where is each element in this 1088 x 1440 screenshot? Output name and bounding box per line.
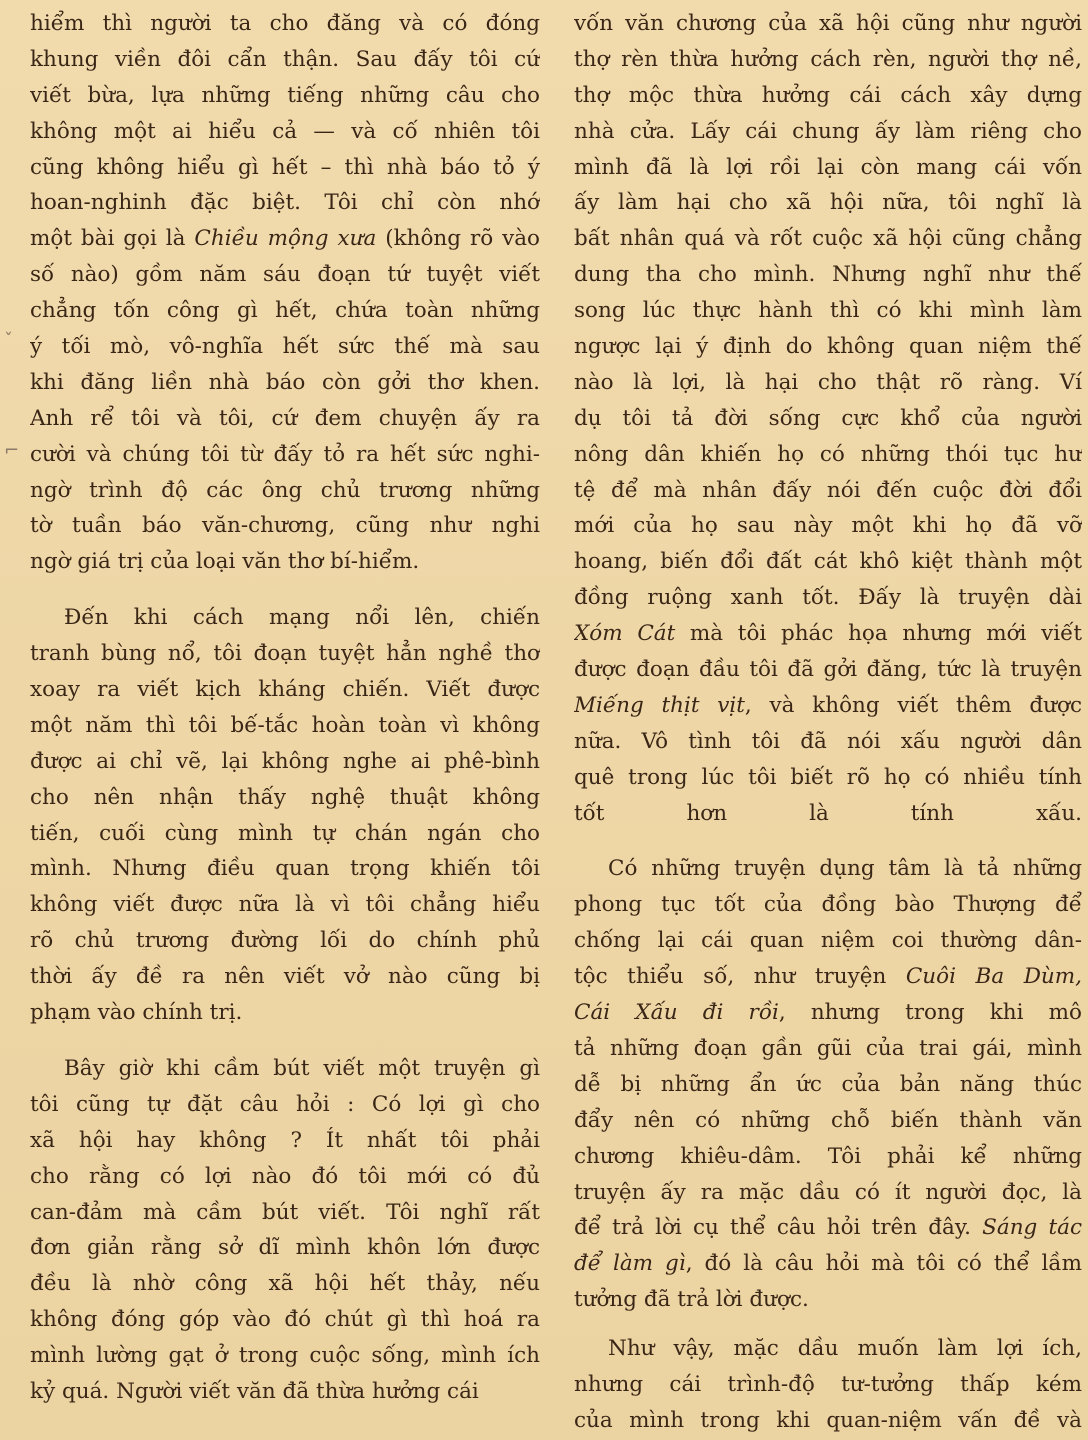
text-line: rõ chủ trương đường lối do chính phủ: [30, 928, 540, 954]
italic-title: Xóm Cát: [574, 621, 676, 647]
text-line: truyện ấy ra mặc dầu có ít người đọc, là: [574, 1179, 1082, 1205]
text-line: chương khiêu-dâm. Tôi phải kể những: [574, 1143, 1082, 1169]
text-line: quê trong lúc tôi biết rõ họ có nhiều tính: [574, 764, 1082, 790]
text-line: xã hội hay không ? Ít nhất tôi phải: [30, 1127, 540, 1153]
paragraph: [574, 1331, 1082, 1439]
text-line: tốt hơn là tính xấu.: [574, 800, 1082, 826]
text-line: [574, 1210, 1082, 1246]
italic-title: Miếng thịt vịt: [574, 692, 745, 718]
text-line: ý tối mò, vô-nghĩa hết sức thế mà sau: [30, 334, 540, 360]
text-line: một năm thì tôi bế-tắc hoàn toàn vì không: [30, 712, 540, 738]
text-line: thợ mộc thừa hưởng cái cách xây dựng: [574, 82, 1082, 108]
text-line: nhà cửa. Lấy cái chung ấy làm riêng cho: [574, 118, 1082, 144]
text-line: cho rằng có lợi nào đó tôi mới có đủ: [30, 1163, 540, 1189]
italic-title: Cái Xấu đi rồi: [574, 1000, 779, 1026]
text-line: can-đảm mà cầm bút viết. Tôi nghĩ rất: [30, 1199, 540, 1225]
text-line: tưởng đã trả lời được.: [574, 1287, 809, 1313]
text-line: đồng ruộng xanh tốt. Đấy là truyện dài: [574, 585, 1082, 611]
text-line: bất nhân quá và rốt cuộc xã hội cũng chẳng: [574, 226, 1082, 252]
text-line: tranh bùng nổ, tôi đoạn tuyệt hẳn nghề thơ: [30, 641, 540, 667]
text-line: mình đã là lợi rồi lại còn mang cái vốn: [574, 154, 1082, 180]
italic-title: Cuôi Ba Dùm,: [905, 964, 1082, 990]
text-line: không một ai hiểu cả — và cố nhiên tôi: [30, 118, 540, 144]
text-line: tờ tuần báo văn-chương, cũng như nghi: [30, 513, 540, 539]
paragraph: [30, 600, 540, 1031]
text-segment: một bài gọi là: [30, 226, 195, 252]
italic-title: Chiều mộng xưa: [194, 226, 377, 252]
text-line: khi đăng liền nhà báo còn gởi thơ khen.: [30, 369, 540, 395]
margin-mark: ˇ: [4, 330, 13, 351]
text-line: hoan-nghinh đặc biệt. Tôi chỉ còn nhớ: [30, 190, 540, 216]
text-line: Như vậy, mặc dầu muốn làm lợi ích,: [608, 1336, 1082, 1362]
text-line: của mình trong khi quan-niệm vấn đề và: [574, 1407, 1082, 1433]
text-line: nông dân khiến họ có những thói tục hư: [574, 441, 1082, 467]
text-line: nữa. Vô tình tôi đã nói xấu người dân: [574, 728, 1082, 754]
text-line: [574, 688, 1082, 724]
text-line: Có những truyện dụng tâm là tả những: [608, 856, 1082, 882]
text-line: vốn văn chương của xã hội cũng như người: [574, 11, 1082, 36]
text-line: nhưng cái trình-độ tư-tưởng thấp kém: [574, 1371, 1082, 1397]
text-segment: , và không viết thêm được: [744, 692, 1082, 718]
paragraph: [30, 6, 540, 580]
paragraph: [574, 851, 1082, 1318]
text-line: không đóng góp vào đó chút gì thì hoá ra: [30, 1307, 540, 1333]
text-line: song lúc thực hành thì có khi mình làm: [574, 298, 1082, 324]
text-line: mình. Nhưng điều quan trọng khiến tôi: [30, 856, 540, 882]
text-line: [574, 959, 1082, 995]
margin-mark: ⌐: [4, 440, 20, 461]
text-line: nào là lợi, là hại cho thật rõ ràng. Ví: [574, 369, 1082, 395]
text-line: phạm vào chính trị.: [30, 1000, 243, 1026]
text-line: [574, 1246, 1082, 1282]
text-line: viết bừa, lựa những tiếng những câu cho: [30, 82, 540, 108]
left-column: [30, 6, 540, 1410]
text-line: hiểm thì người ta cho đăng và có đóng: [30, 11, 540, 36]
text-line: tả những đoạn gần gũi của trai gái, mình: [574, 1035, 1082, 1061]
paragraph: [574, 6, 1082, 831]
text-line: cũng không hiểu gì hết – thì nhà báo tỏ ý: [30, 154, 540, 180]
text-line: Đến khi cách mạng nổi lên, chiến: [64, 605, 540, 631]
text-segment: mà tôi phác họa nhưng mới viết: [675, 621, 1082, 647]
text-line: Anh rể tôi và tôi, cứ đem chuyện ấy ra: [30, 405, 540, 431]
text-line: đơn giản rằng sở dĩ mình khôn lớn được: [30, 1235, 540, 1261]
text-line: Bây giờ khi cầm bút viết một truyện gì: [64, 1055, 540, 1081]
text-segment: , đó là câu hỏi mà tôi có thể lầm: [685, 1251, 1082, 1277]
text-line: dung tha cho mình. Nhưng nghĩ như thế: [574, 262, 1082, 288]
right-column: [574, 6, 1082, 1439]
text-line: được đoạn đầu tôi đã gởi đăng, tức là truyện: [574, 657, 1082, 683]
text-line: ngờ trình độ các ông chủ trương những: [30, 477, 540, 503]
text-line: thời ấy đề ra nên viết vở nào cũng bị: [30, 964, 540, 990]
italic-title: Sáng tác: [982, 1215, 1082, 1241]
text-line: ấy làm hại cho xã hội nữa, tôi nghĩ là: [574, 190, 1082, 216]
text-line: mới của họ sau này một khi họ đã vỡ: [574, 513, 1082, 539]
text-line: [30, 221, 540, 257]
text-line: [574, 616, 1082, 652]
text-segment: , nhưng trong khi mô: [778, 1000, 1082, 1026]
text-line: số nào) gồm năm sáu đoạn tứ tuyệt viết: [30, 262, 540, 288]
text-line: ngờ giá trị của loại văn thơ bí-hiểm.: [30, 549, 420, 575]
text-line: không viết được nữa là vì tôi chẳng hiểu: [30, 892, 540, 918]
text-line: đều là nhờ công xã hội hết thảy, nếu: [30, 1271, 540, 1297]
text-segment: để trả lời cụ thể câu hỏi trên đây.: [574, 1215, 983, 1241]
text-line: ngược lại ý định do không quan niệm thế: [574, 334, 1082, 360]
italic-title: để làm gì: [574, 1251, 686, 1277]
text-line: cho nên nhận thấy nghệ thuật không: [30, 784, 540, 810]
text-line: thợ rèn thừa hưởng cách rèn, người thợ nề,: [574, 46, 1082, 72]
text-line: [574, 995, 1082, 1031]
text-line: dễ bị những ẩn ức của bản năng thúc: [574, 1071, 1082, 1097]
text-segment: (không rõ vào: [376, 226, 540, 252]
text-line: được ai chỉ vẽ, lại không nghe ai phê-bình: [30, 748, 540, 774]
text-segment: tộc thiểu số, như truyện: [574, 964, 906, 990]
text-line: chống lại cái quan niệm coi thường dân-: [574, 928, 1082, 954]
paragraph: [30, 1051, 540, 1410]
text-line: tôi cũng tự đặt câu hỏi : Có lợi gì cho: [30, 1091, 540, 1117]
text-line: tiến, cuối cùng mình tự chán ngán cho: [30, 820, 540, 846]
text-line: cười và chúng tôi từ đấy tỏ ra hết sức nghi-: [30, 441, 540, 467]
text-line: phong tục tốt của đồng bào Thượng để: [574, 892, 1082, 918]
text-line: tệ để mà nhân đấy nói đến cuộc đời đổi: [574, 477, 1082, 503]
text-line: đẩy nên có những chỗ biến thành văn: [574, 1107, 1082, 1133]
text-line: chẳng tốn công gì hết, chứa toàn những: [30, 298, 540, 324]
text-line: kỷ quá. Người viết văn đã thừa hưởng cái: [30, 1378, 479, 1404]
text-line: dụ tôi tả đời sống cực khổ của người: [574, 405, 1082, 431]
text-line: mình lường gạt ở trong cuộc sống, mình ích: [30, 1343, 540, 1369]
text-line: khung viền đôi cẩn thận. Sau đấy tôi cứ: [30, 46, 540, 72]
text-line: hoang, biến đổi đất cát khô kiệt thành một: [574, 549, 1082, 575]
text-line: xoay ra viết kịch kháng chiến. Viết được: [30, 677, 540, 703]
